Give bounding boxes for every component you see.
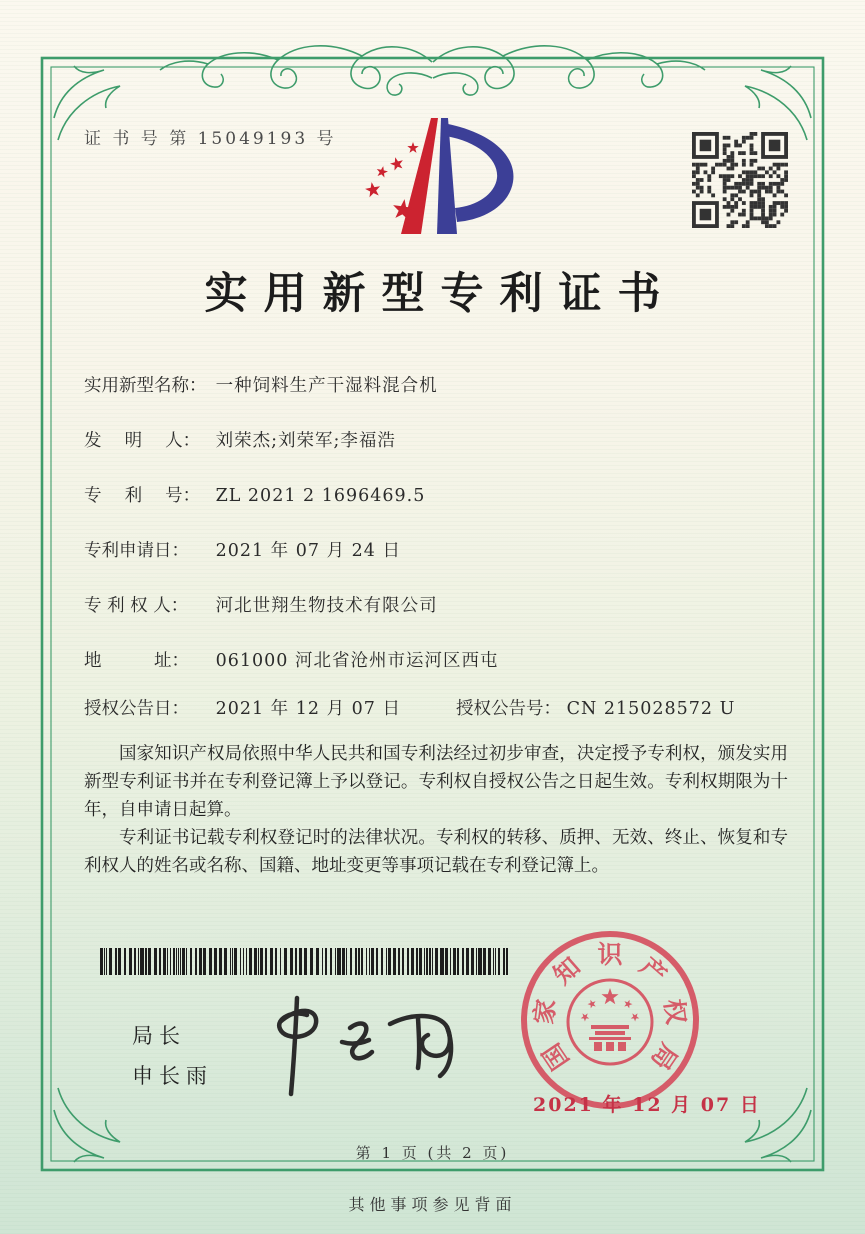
svg-text:国: 国 <box>536 1038 575 1076</box>
field-value: 2021 年 07 月 24 日 <box>215 541 401 561</box>
field-label: 地 址： <box>84 651 189 671</box>
svg-text:识: 识 <box>597 940 623 969</box>
cnipa-logo-icon <box>345 106 530 238</box>
paragraph-legal-status: 专利证书记载专利权登记时的法律状况。专利权的转移、质押、无效、终止、恢复和专利权人的姓名或名称、国籍、地址变更等事项记载在专利登记簿上。 <box>84 828 788 876</box>
field-label: 授权公告号： <box>456 699 561 719</box>
field-value: 刘荣杰;刘荣军;李福浩 <box>215 431 396 451</box>
field-label: 专 利 号： <box>84 486 201 506</box>
field-label: 授权公告日： <box>84 699 189 719</box>
svg-text:知: 知 <box>547 951 586 990</box>
qr-code <box>692 132 788 228</box>
seal-date: 2021 年 12 月 07 日 <box>533 1094 761 1116</box>
certificate-title: 实用新型专利证书 <box>204 269 677 319</box>
field-label: 专 利 权 人： <box>84 596 189 616</box>
svg-text:局: 局 <box>645 1038 684 1076</box>
field-address <box>84 647 498 672</box>
field-value: 河北世翔生物技术有限公司 <box>215 596 438 616</box>
svg-text:权: 权 <box>658 997 691 1026</box>
page-indicator: 第 1 页 (共 2 页) <box>355 1144 510 1162</box>
field-value: CN 215028572 U <box>566 699 736 719</box>
field-value: 061000 河北省沧州市运河区西屯 <box>215 651 499 671</box>
field-filing-date <box>84 537 401 562</box>
back-side-note: 其他事项参见背面 <box>348 1195 517 1214</box>
certificate-number: 证 书 号 第 15049193 号 <box>84 129 337 149</box>
officer-name: 申长雨 <box>132 1064 213 1088</box>
field-label: 实用新型名称： <box>84 376 207 396</box>
svg-text:家: 家 <box>529 997 562 1026</box>
field-value: 2021 年 12 月 07 日 <box>215 699 401 719</box>
field-value: ZL 2021 2 1696469.5 <box>215 486 426 506</box>
field-grant-number <box>456 695 735 720</box>
certificate-body-text <box>84 740 788 880</box>
paragraph-grant-statement: 国家知识产权局依照中华人民共和国专利法经过初步审查，决定授予专利权，颁发实用新型专利证书并在专利登记簿上予以登记。专利权自授权公告之日起生效。专利权期限为十年，自申请日起算。 <box>84 744 788 820</box>
field-patent-number <box>84 482 425 507</box>
officer-title: 局长 <box>132 1024 186 1048</box>
field-patentee <box>84 592 438 617</box>
svg-text:产: 产 <box>634 951 673 990</box>
field-label: 专利申请日： <box>84 541 189 561</box>
field-grant-date <box>84 695 401 720</box>
field-value: 一种饲料生产干湿料混合机 <box>215 376 438 396</box>
field-inventor <box>84 427 396 452</box>
field-utility-model-name <box>84 372 438 397</box>
national-ip-office-seal <box>515 925 705 1115</box>
shen-changyu-signature <box>222 992 477 1100</box>
field-label: 发 明 人： <box>84 431 201 451</box>
barcode <box>100 948 512 975</box>
